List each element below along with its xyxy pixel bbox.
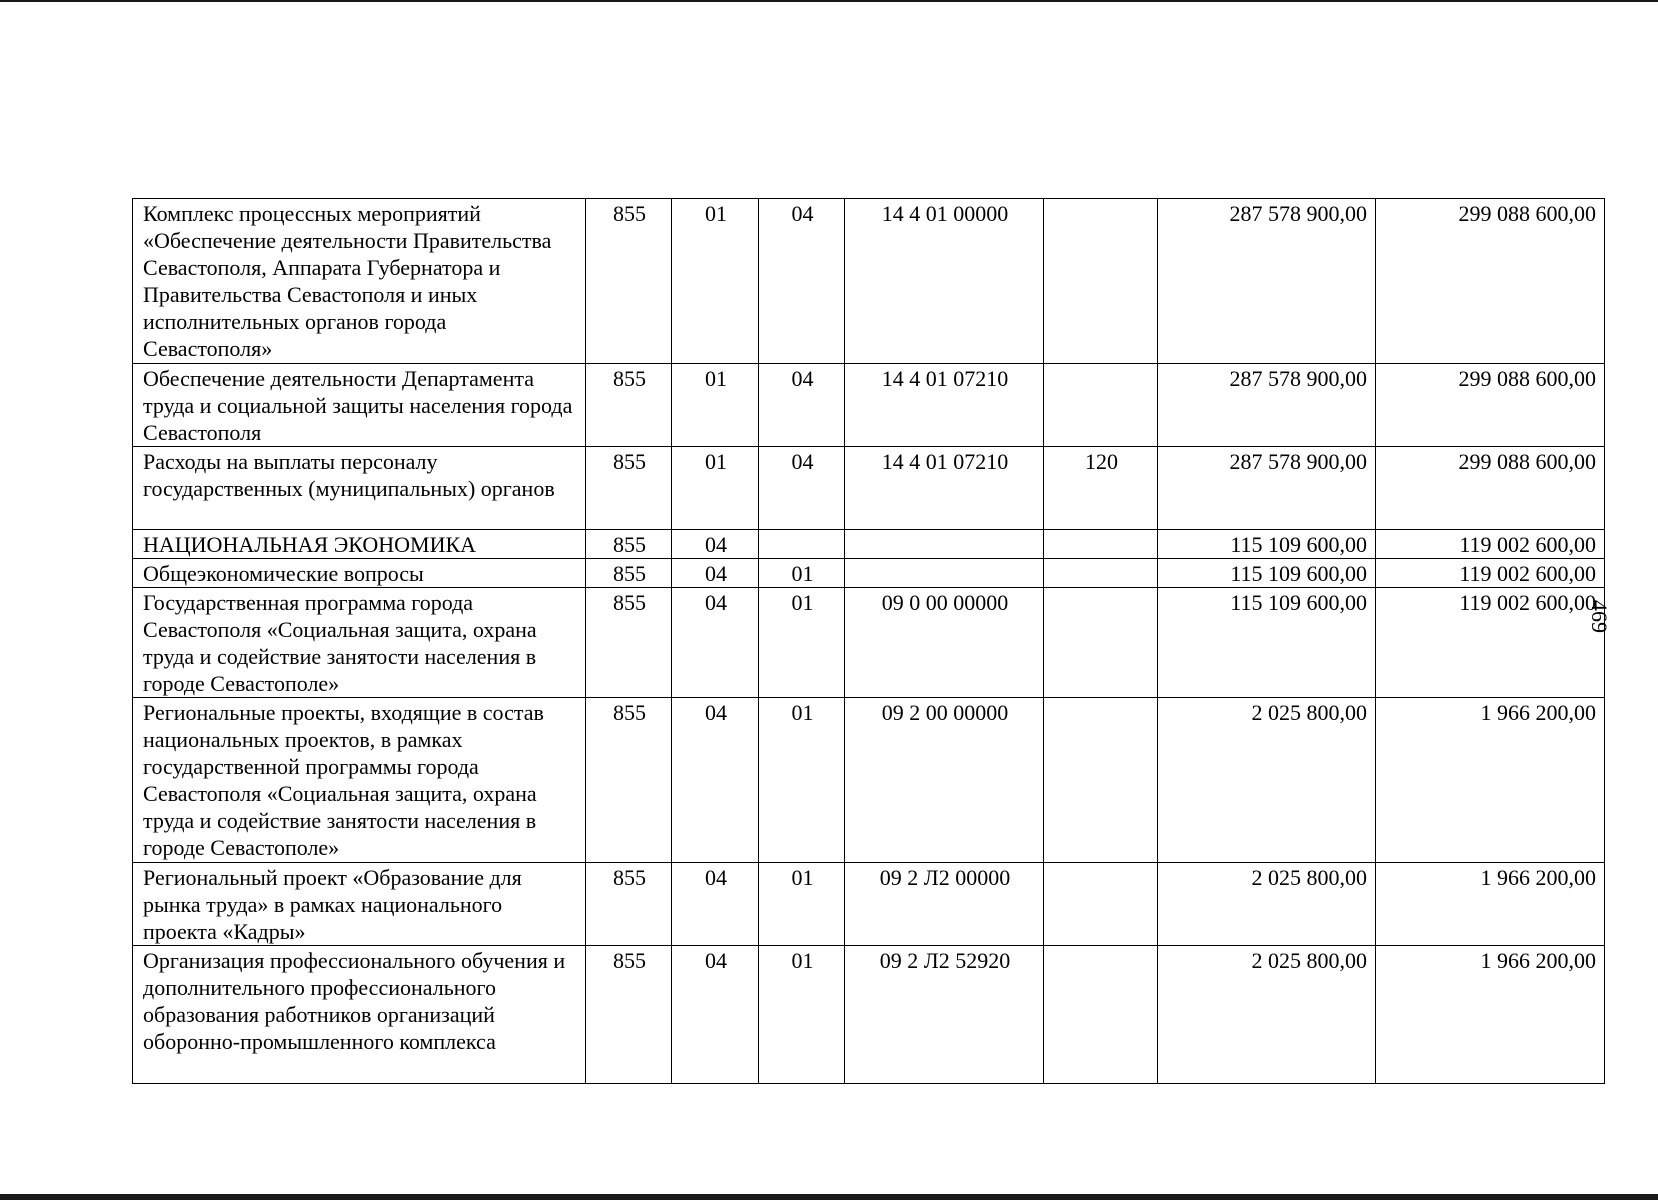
row-sum-2: 1 966 200,00 xyxy=(1376,946,1605,1084)
row-rz: 04 xyxy=(672,530,759,559)
row-csr: 14 4 01 07210 xyxy=(845,447,1044,530)
row-name: Комплекс процессных мероприятий «Обеспечение деятельности Правительства Севастополя, Аппарата Губернатора и Правительства Севастополя и иных исполнительных органов города Севастополя» xyxy=(133,199,586,364)
row-sum-1: 115 109 600,00 xyxy=(1158,559,1376,588)
row-sum-1: 287 578 900,00 xyxy=(1158,199,1376,364)
row-ved: 855 xyxy=(586,559,672,588)
table-row xyxy=(133,364,1605,447)
row-vr xyxy=(1044,698,1158,863)
row-pr xyxy=(759,530,845,559)
scan-edge-top xyxy=(0,0,1658,2)
row-csr: 14 4 01 00000 xyxy=(845,199,1044,364)
row-sum-2: 1 966 200,00 xyxy=(1376,698,1605,863)
table-row xyxy=(133,559,1605,588)
row-pr: 01 xyxy=(759,863,845,946)
row-csr: 09 2 Л2 52920 xyxy=(845,946,1044,1084)
table-row xyxy=(133,199,1605,364)
row-rz: 04 xyxy=(672,698,759,863)
row-ved: 855 xyxy=(586,698,672,863)
row-name: Общеэкономические вопросы xyxy=(133,559,586,588)
row-name: Государственная программа города Севастополя «Социальная защита, охрана труда и содействие занятости населения в городе Севастополе» xyxy=(133,588,586,698)
row-name: Обеспечение деятельности Департамента труда и социальной защиты населения города Севастополя xyxy=(133,364,586,447)
table-row xyxy=(133,588,1605,698)
row-rz: 01 xyxy=(672,364,759,447)
row-vr xyxy=(1044,530,1158,559)
row-sum-2: 119 002 600,00 xyxy=(1376,559,1605,588)
table-row xyxy=(133,863,1605,946)
row-vr xyxy=(1044,946,1158,1084)
row-sum-1: 287 578 900,00 xyxy=(1158,447,1376,530)
row-csr: 09 0 00 00000 xyxy=(845,588,1044,698)
row-rz: 04 xyxy=(672,946,759,1084)
row-sum-1: 2 025 800,00 xyxy=(1158,946,1376,1084)
row-csr: 09 2 Л2 00000 xyxy=(845,863,1044,946)
row-pr: 01 xyxy=(759,588,845,698)
row-sum-1: 2 025 800,00 xyxy=(1158,698,1376,863)
row-pr: 01 xyxy=(759,946,845,1084)
row-sum-1: 287 578 900,00 xyxy=(1158,364,1376,447)
row-name: Расходы на выплаты персоналу государственных (муниципальных) органов xyxy=(133,447,586,530)
row-vr xyxy=(1044,364,1158,447)
row-ved: 855 xyxy=(586,530,672,559)
row-vr: 120 xyxy=(1044,447,1158,530)
row-name: Региональные проекты, входящие в состав национальных проектов, в рамках государственной программы города Севастополя «Социальная защита, охрана труда и содействие занятости населения в городе Севастополе» xyxy=(133,698,586,863)
row-ved: 855 xyxy=(586,588,672,698)
table-row xyxy=(133,447,1605,530)
row-csr: 09 2 00 00000 xyxy=(845,698,1044,863)
scan-edge-bottom xyxy=(0,1194,1658,1200)
row-sum-1: 115 109 600,00 xyxy=(1158,530,1376,559)
row-vr xyxy=(1044,863,1158,946)
row-pr: 04 xyxy=(759,199,845,364)
row-rz: 01 xyxy=(672,447,759,530)
row-vr xyxy=(1044,588,1158,698)
row-csr: 14 4 01 07210 xyxy=(845,364,1044,447)
row-sum-2: 299 088 600,00 xyxy=(1376,199,1605,364)
row-rz: 01 xyxy=(672,199,759,364)
row-ved: 855 xyxy=(586,364,672,447)
budget-table xyxy=(132,198,1605,1084)
row-ved: 855 xyxy=(586,863,672,946)
table-row xyxy=(133,946,1605,1084)
row-ved: 855 xyxy=(586,447,672,530)
row-sum-1: 115 109 600,00 xyxy=(1158,588,1376,698)
row-ved: 855 xyxy=(586,946,672,1084)
row-pr: 04 xyxy=(759,364,845,447)
row-sum-2: 299 088 600,00 xyxy=(1376,364,1605,447)
table-row xyxy=(133,530,1605,559)
row-pr: 01 xyxy=(759,698,845,863)
row-csr xyxy=(845,530,1044,559)
page-number: 469 xyxy=(1587,600,1612,633)
row-sum-2: 299 088 600,00 xyxy=(1376,447,1605,530)
row-sum-1: 2 025 800,00 xyxy=(1158,863,1376,946)
row-pr: 04 xyxy=(759,447,845,530)
row-rz: 04 xyxy=(672,559,759,588)
row-sum-2: 1 966 200,00 xyxy=(1376,863,1605,946)
row-pr: 01 xyxy=(759,559,845,588)
row-vr xyxy=(1044,559,1158,588)
row-rz: 04 xyxy=(672,863,759,946)
row-rz: 04 xyxy=(672,588,759,698)
row-vr xyxy=(1044,199,1158,364)
row-sum-2: 119 002 600,00 xyxy=(1376,588,1605,698)
row-csr xyxy=(845,559,1044,588)
row-sum-2: 119 002 600,00 xyxy=(1376,530,1605,559)
row-ved: 855 xyxy=(586,199,672,364)
budget-table-body xyxy=(133,199,1605,1084)
row-name: Организация профессионального обучения и дополнительного профессионального образования работников организаций оборонно-промышленного комплекса xyxy=(133,946,586,1084)
row-name: Региональный проект «Образование для рынка труда» в рамках национального проекта «Кадры» xyxy=(133,863,586,946)
table-row xyxy=(133,698,1605,863)
row-name: НАЦИОНАЛЬНАЯ ЭКОНОМИКА xyxy=(133,530,586,559)
